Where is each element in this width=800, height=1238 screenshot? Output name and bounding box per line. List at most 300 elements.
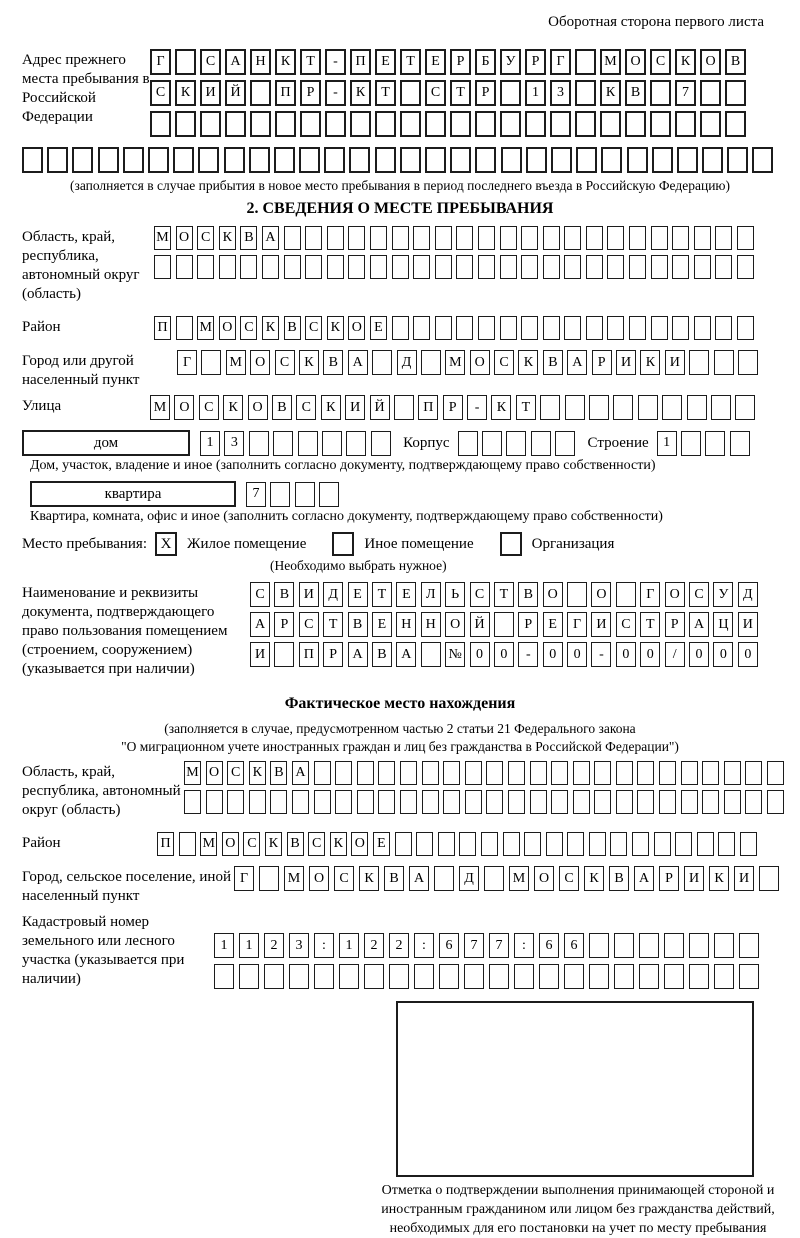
- char-box[interactable]: [450, 147, 471, 173]
- char-box[interactable]: Г: [177, 350, 197, 375]
- char-box[interactable]: [456, 316, 473, 340]
- char-box[interactable]: [675, 111, 696, 137]
- char-box[interactable]: [752, 147, 773, 173]
- char-box[interactable]: 3: [550, 80, 571, 106]
- char-box[interactable]: [456, 226, 473, 250]
- char-box[interactable]: [551, 761, 568, 785]
- char-box[interactable]: 0: [567, 642, 587, 667]
- char-box[interactable]: [458, 431, 478, 456]
- char-box[interactable]: Г: [567, 612, 587, 637]
- char-box[interactable]: 0: [713, 642, 733, 667]
- char-box[interactable]: [730, 431, 750, 456]
- char-box[interactable]: Р: [665, 612, 685, 637]
- char-box[interactable]: [206, 790, 223, 814]
- char-box[interactable]: К: [265, 832, 282, 856]
- char-box[interactable]: [714, 964, 734, 989]
- char-box[interactable]: К: [175, 80, 196, 106]
- char-box[interactable]: [425, 147, 446, 173]
- char-box[interactable]: [273, 431, 293, 456]
- char-box[interactable]: [123, 147, 144, 173]
- char-box[interactable]: [500, 255, 517, 279]
- char-box[interactable]: [298, 431, 318, 456]
- char-box[interactable]: [672, 316, 689, 340]
- char-box[interactable]: Д: [397, 350, 417, 375]
- char-box[interactable]: [150, 111, 171, 137]
- char-box[interactable]: О: [309, 866, 329, 891]
- char-box[interactable]: [395, 832, 412, 856]
- char-box[interactable]: [224, 147, 245, 173]
- char-box[interactable]: [225, 111, 246, 137]
- char-box[interactable]: [725, 111, 746, 137]
- char-box[interactable]: [421, 350, 441, 375]
- char-box[interactable]: [616, 761, 633, 785]
- char-box[interactable]: [586, 255, 603, 279]
- char-box[interactable]: [735, 395, 755, 420]
- char-box[interactable]: [274, 147, 295, 173]
- char-box[interactable]: О: [700, 49, 721, 75]
- char-box[interactable]: [173, 147, 194, 173]
- char-box[interactable]: А: [262, 226, 279, 250]
- char-box[interactable]: П: [418, 395, 438, 420]
- char-box[interactable]: [543, 255, 560, 279]
- char-box[interactable]: [435, 255, 452, 279]
- char-box[interactable]: У: [713, 582, 733, 607]
- char-box[interactable]: [715, 226, 732, 250]
- char-box[interactable]: [274, 642, 294, 667]
- char-box[interactable]: [564, 316, 581, 340]
- char-box[interactable]: В: [323, 350, 343, 375]
- char-box[interactable]: К: [223, 395, 243, 420]
- char-box[interactable]: [284, 226, 301, 250]
- char-box[interactable]: Е: [375, 49, 396, 75]
- char-box[interactable]: [335, 790, 352, 814]
- char-box[interactable]: [745, 761, 762, 785]
- char-box[interactable]: [689, 964, 709, 989]
- char-box[interactable]: [314, 790, 331, 814]
- char-box[interactable]: А: [348, 350, 368, 375]
- char-box[interactable]: [639, 964, 659, 989]
- char-box[interactable]: С: [308, 832, 325, 856]
- char-box[interactable]: Ц: [713, 612, 733, 637]
- char-box[interactable]: В: [518, 582, 538, 607]
- char-box[interactable]: [514, 964, 534, 989]
- char-box[interactable]: [677, 147, 698, 173]
- char-box[interactable]: П: [299, 642, 319, 667]
- char-box[interactable]: [371, 431, 391, 456]
- char-box[interactable]: [526, 147, 547, 173]
- char-box[interactable]: [179, 832, 196, 856]
- char-box[interactable]: [478, 316, 495, 340]
- char-box[interactable]: [521, 316, 538, 340]
- char-box[interactable]: [370, 255, 387, 279]
- char-box[interactable]: [565, 395, 585, 420]
- char-box[interactable]: 1: [214, 933, 234, 958]
- char-box[interactable]: [737, 255, 754, 279]
- char-box[interactable]: [484, 866, 504, 891]
- char-box[interactable]: Н: [250, 49, 271, 75]
- char-box[interactable]: Р: [592, 350, 612, 375]
- char-box[interactable]: В: [348, 612, 368, 637]
- char-box[interactable]: [589, 933, 609, 958]
- char-box[interactable]: 2: [364, 933, 384, 958]
- char-box[interactable]: 6: [439, 933, 459, 958]
- char-box[interactable]: О: [470, 350, 490, 375]
- char-box[interactable]: Й: [370, 395, 390, 420]
- char-box[interactable]: [689, 350, 709, 375]
- char-box[interactable]: [264, 964, 284, 989]
- char-box[interactable]: [438, 832, 455, 856]
- char-box[interactable]: [375, 111, 396, 137]
- char-box[interactable]: [500, 111, 521, 137]
- char-box[interactable]: С: [305, 316, 322, 340]
- char-box[interactable]: Р: [659, 866, 679, 891]
- char-box[interactable]: [506, 431, 526, 456]
- char-box[interactable]: [724, 790, 741, 814]
- char-box[interactable]: А: [567, 350, 587, 375]
- char-box[interactable]: [249, 790, 266, 814]
- char-box[interactable]: /: [665, 642, 685, 667]
- char-box[interactable]: [567, 582, 587, 607]
- char-box[interactable]: Р: [475, 80, 496, 106]
- char-box[interactable]: [651, 255, 668, 279]
- char-box[interactable]: К: [330, 832, 347, 856]
- char-box[interactable]: О: [665, 582, 685, 607]
- char-box[interactable]: [589, 964, 609, 989]
- char-box[interactable]: [614, 933, 634, 958]
- char-box[interactable]: М: [226, 350, 246, 375]
- char-box[interactable]: [378, 790, 395, 814]
- char-box[interactable]: [289, 964, 309, 989]
- char-box[interactable]: [524, 832, 541, 856]
- char-box[interactable]: [531, 431, 551, 456]
- char-box[interactable]: [227, 790, 244, 814]
- apartment-type-box[interactable]: квартира: [30, 481, 236, 507]
- char-box[interactable]: [314, 964, 334, 989]
- char-box[interactable]: [176, 316, 193, 340]
- char-box[interactable]: [521, 226, 538, 250]
- char-box[interactable]: В: [274, 582, 294, 607]
- char-box[interactable]: :: [314, 933, 334, 958]
- char-box[interactable]: Т: [516, 395, 536, 420]
- char-box[interactable]: [416, 832, 433, 856]
- char-box[interactable]: [638, 395, 658, 420]
- char-box[interactable]: [249, 431, 269, 456]
- char-box[interactable]: 1: [200, 431, 220, 456]
- char-box[interactable]: [270, 482, 290, 507]
- char-box[interactable]: [546, 832, 563, 856]
- char-box[interactable]: О: [176, 226, 193, 250]
- char-box[interactable]: Е: [348, 582, 368, 607]
- char-box[interactable]: [500, 226, 517, 250]
- char-box[interactable]: Т: [375, 80, 396, 106]
- char-box[interactable]: [607, 255, 624, 279]
- char-box[interactable]: [551, 790, 568, 814]
- char-box[interactable]: [295, 482, 315, 507]
- char-box[interactable]: И: [665, 350, 685, 375]
- confirmation-stamp-box[interactable]: [396, 1001, 754, 1177]
- char-box[interactable]: [435, 316, 452, 340]
- house-type-box[interactable]: дом: [22, 430, 190, 456]
- char-box[interactable]: Г: [150, 49, 171, 75]
- checkbox-zhiloe[interactable]: X: [155, 532, 177, 556]
- char-box[interactable]: Т: [400, 49, 421, 75]
- char-box[interactable]: 3: [224, 431, 244, 456]
- char-box[interactable]: [214, 964, 234, 989]
- char-box[interactable]: М: [600, 49, 621, 75]
- checkbox-organizaciya[interactable]: [500, 532, 522, 556]
- char-box[interactable]: [600, 111, 621, 137]
- char-box[interactable]: К: [249, 761, 266, 785]
- char-box[interactable]: Ь: [445, 582, 465, 607]
- char-box[interactable]: [651, 226, 668, 250]
- char-box[interactable]: [711, 395, 731, 420]
- char-box[interactable]: 6: [539, 933, 559, 958]
- char-box[interactable]: [759, 866, 779, 891]
- char-box[interactable]: [98, 147, 119, 173]
- char-box[interactable]: [573, 790, 590, 814]
- char-box[interactable]: Р: [274, 612, 294, 637]
- char-box[interactable]: С: [689, 582, 709, 607]
- char-box[interactable]: 0: [689, 642, 709, 667]
- char-box[interactable]: [378, 761, 395, 785]
- char-box[interactable]: С: [240, 316, 257, 340]
- char-box[interactable]: С: [334, 866, 354, 891]
- char-box[interactable]: [525, 111, 546, 137]
- char-box[interactable]: 0: [543, 642, 563, 667]
- char-box[interactable]: [681, 431, 701, 456]
- char-box[interactable]: [672, 255, 689, 279]
- char-box[interactable]: [508, 761, 525, 785]
- char-box[interactable]: Т: [300, 49, 321, 75]
- char-box[interactable]: В: [272, 395, 292, 420]
- char-box[interactable]: О: [543, 582, 563, 607]
- char-box[interactable]: 7: [675, 80, 696, 106]
- char-box[interactable]: П: [275, 80, 296, 106]
- char-box[interactable]: [651, 316, 668, 340]
- char-box[interactable]: [175, 49, 196, 75]
- char-box[interactable]: [250, 80, 271, 106]
- char-box[interactable]: 1: [657, 431, 677, 456]
- char-box[interactable]: Е: [543, 612, 563, 637]
- char-box[interactable]: [392, 255, 409, 279]
- char-box[interactable]: :: [514, 933, 534, 958]
- char-box[interactable]: [637, 790, 654, 814]
- char-box[interactable]: [521, 255, 538, 279]
- char-box[interactable]: С: [250, 582, 270, 607]
- char-box[interactable]: [675, 832, 692, 856]
- char-box[interactable]: И: [345, 395, 365, 420]
- char-box[interactable]: [573, 761, 590, 785]
- char-box[interactable]: С: [150, 80, 171, 106]
- char-box[interactable]: [478, 255, 495, 279]
- char-box[interactable]: [586, 316, 603, 340]
- char-box[interactable]: 0: [738, 642, 758, 667]
- char-box[interactable]: [718, 832, 735, 856]
- char-box[interactable]: [400, 790, 417, 814]
- char-box[interactable]: [413, 255, 430, 279]
- char-box[interactable]: [745, 790, 762, 814]
- char-box[interactable]: [357, 790, 374, 814]
- char-box[interactable]: -: [325, 80, 346, 106]
- char-box[interactable]: [564, 964, 584, 989]
- char-box[interactable]: [475, 147, 496, 173]
- char-box[interactable]: С: [470, 582, 490, 607]
- char-box[interactable]: С: [197, 226, 214, 250]
- char-box[interactable]: [486, 761, 503, 785]
- char-box[interactable]: [400, 761, 417, 785]
- char-box[interactable]: [659, 761, 676, 785]
- char-box[interactable]: Е: [372, 612, 392, 637]
- char-box[interactable]: [154, 255, 171, 279]
- char-box[interactable]: [292, 790, 309, 814]
- char-box[interactable]: [610, 832, 627, 856]
- char-box[interactable]: В: [725, 49, 746, 75]
- char-box[interactable]: [422, 790, 439, 814]
- char-box[interactable]: М: [200, 832, 217, 856]
- char-box[interactable]: [250, 111, 271, 137]
- char-box[interactable]: [694, 226, 711, 250]
- char-box[interactable]: [767, 790, 784, 814]
- char-box[interactable]: [435, 226, 452, 250]
- char-box[interactable]: С: [616, 612, 636, 637]
- char-box[interactable]: О: [348, 316, 365, 340]
- char-box[interactable]: Р: [525, 49, 546, 75]
- char-box[interactable]: [324, 147, 345, 173]
- char-box[interactable]: К: [491, 395, 511, 420]
- char-box[interactable]: [555, 431, 575, 456]
- char-box[interactable]: [739, 964, 759, 989]
- char-box[interactable]: [697, 832, 714, 856]
- char-box[interactable]: [394, 395, 414, 420]
- char-box[interactable]: [589, 832, 606, 856]
- char-box[interactable]: [550, 111, 571, 137]
- char-box[interactable]: [767, 761, 784, 785]
- char-box[interactable]: [724, 761, 741, 785]
- char-box[interactable]: Е: [370, 316, 387, 340]
- char-box[interactable]: [348, 255, 365, 279]
- char-box[interactable]: [456, 255, 473, 279]
- char-box[interactable]: [349, 147, 370, 173]
- char-box[interactable]: А: [225, 49, 246, 75]
- char-box[interactable]: №: [445, 642, 465, 667]
- char-box[interactable]: К: [640, 350, 660, 375]
- char-box[interactable]: О: [625, 49, 646, 75]
- char-box[interactable]: О: [222, 832, 239, 856]
- char-box[interactable]: [175, 111, 196, 137]
- char-box[interactable]: [439, 964, 459, 989]
- char-box[interactable]: К: [675, 49, 696, 75]
- char-box[interactable]: [632, 832, 649, 856]
- char-box[interactable]: А: [396, 642, 416, 667]
- char-box[interactable]: Е: [425, 49, 446, 75]
- char-box[interactable]: [300, 111, 321, 137]
- char-box[interactable]: [434, 866, 454, 891]
- char-box[interactable]: В: [372, 642, 392, 667]
- char-box[interactable]: [530, 761, 547, 785]
- char-box[interactable]: И: [299, 582, 319, 607]
- char-box[interactable]: [414, 964, 434, 989]
- char-box[interactable]: [715, 316, 732, 340]
- char-box[interactable]: [681, 761, 698, 785]
- char-box[interactable]: У: [500, 49, 521, 75]
- char-box[interactable]: Р: [300, 80, 321, 106]
- char-box[interactable]: [348, 226, 365, 250]
- char-box[interactable]: [687, 395, 707, 420]
- char-box[interactable]: [503, 832, 520, 856]
- char-box[interactable]: [392, 226, 409, 250]
- char-box[interactable]: [176, 255, 193, 279]
- char-box[interactable]: [413, 226, 430, 250]
- char-box[interactable]: [339, 964, 359, 989]
- char-box[interactable]: [551, 147, 572, 173]
- char-box[interactable]: Б: [475, 49, 496, 75]
- char-box[interactable]: В: [625, 80, 646, 106]
- char-box[interactable]: Т: [450, 80, 471, 106]
- char-box[interactable]: [319, 482, 339, 507]
- char-box[interactable]: [700, 80, 721, 106]
- char-box[interactable]: [740, 832, 757, 856]
- char-box[interactable]: И: [616, 350, 636, 375]
- char-box[interactable]: [375, 147, 396, 173]
- char-box[interactable]: [465, 761, 482, 785]
- char-box[interactable]: [694, 255, 711, 279]
- char-box[interactable]: Р: [450, 49, 471, 75]
- char-box[interactable]: [481, 832, 498, 856]
- char-box[interactable]: [672, 226, 689, 250]
- char-box[interactable]: [737, 226, 754, 250]
- char-box[interactable]: -: [467, 395, 487, 420]
- char-box[interactable]: [322, 431, 342, 456]
- char-box[interactable]: [530, 790, 547, 814]
- char-box[interactable]: -: [325, 49, 346, 75]
- char-box[interactable]: [465, 790, 482, 814]
- char-box[interactable]: И: [734, 866, 754, 891]
- char-box[interactable]: [421, 642, 441, 667]
- char-box[interactable]: [639, 933, 659, 958]
- char-box[interactable]: 0: [640, 642, 660, 667]
- char-box[interactable]: [400, 80, 421, 106]
- char-box[interactable]: К: [350, 80, 371, 106]
- char-box[interactable]: [148, 147, 169, 173]
- char-box[interactable]: Н: [396, 612, 416, 637]
- char-box[interactable]: [443, 761, 460, 785]
- char-box[interactable]: Р: [443, 395, 463, 420]
- char-box[interactable]: [601, 147, 622, 173]
- char-box[interactable]: С: [494, 350, 514, 375]
- char-box[interactable]: [372, 350, 392, 375]
- char-box[interactable]: Т: [640, 612, 660, 637]
- char-box[interactable]: [616, 790, 633, 814]
- char-box[interactable]: К: [359, 866, 379, 891]
- char-box[interactable]: [184, 790, 201, 814]
- char-box[interactable]: К: [584, 866, 604, 891]
- char-box[interactable]: 2: [264, 933, 284, 958]
- char-box[interactable]: 7: [246, 482, 266, 507]
- char-box[interactable]: [475, 111, 496, 137]
- char-box[interactable]: [219, 255, 236, 279]
- char-box[interactable]: В: [240, 226, 257, 250]
- char-box[interactable]: [443, 790, 460, 814]
- checkbox-inoe[interactable]: [332, 532, 354, 556]
- char-box[interactable]: Г: [550, 49, 571, 75]
- char-box[interactable]: Г: [234, 866, 254, 891]
- char-box[interactable]: [702, 147, 723, 173]
- char-box[interactable]: [616, 582, 636, 607]
- char-box[interactable]: [47, 147, 68, 173]
- char-box[interactable]: П: [154, 316, 171, 340]
- char-box[interactable]: [576, 147, 597, 173]
- char-box[interactable]: Й: [470, 612, 490, 637]
